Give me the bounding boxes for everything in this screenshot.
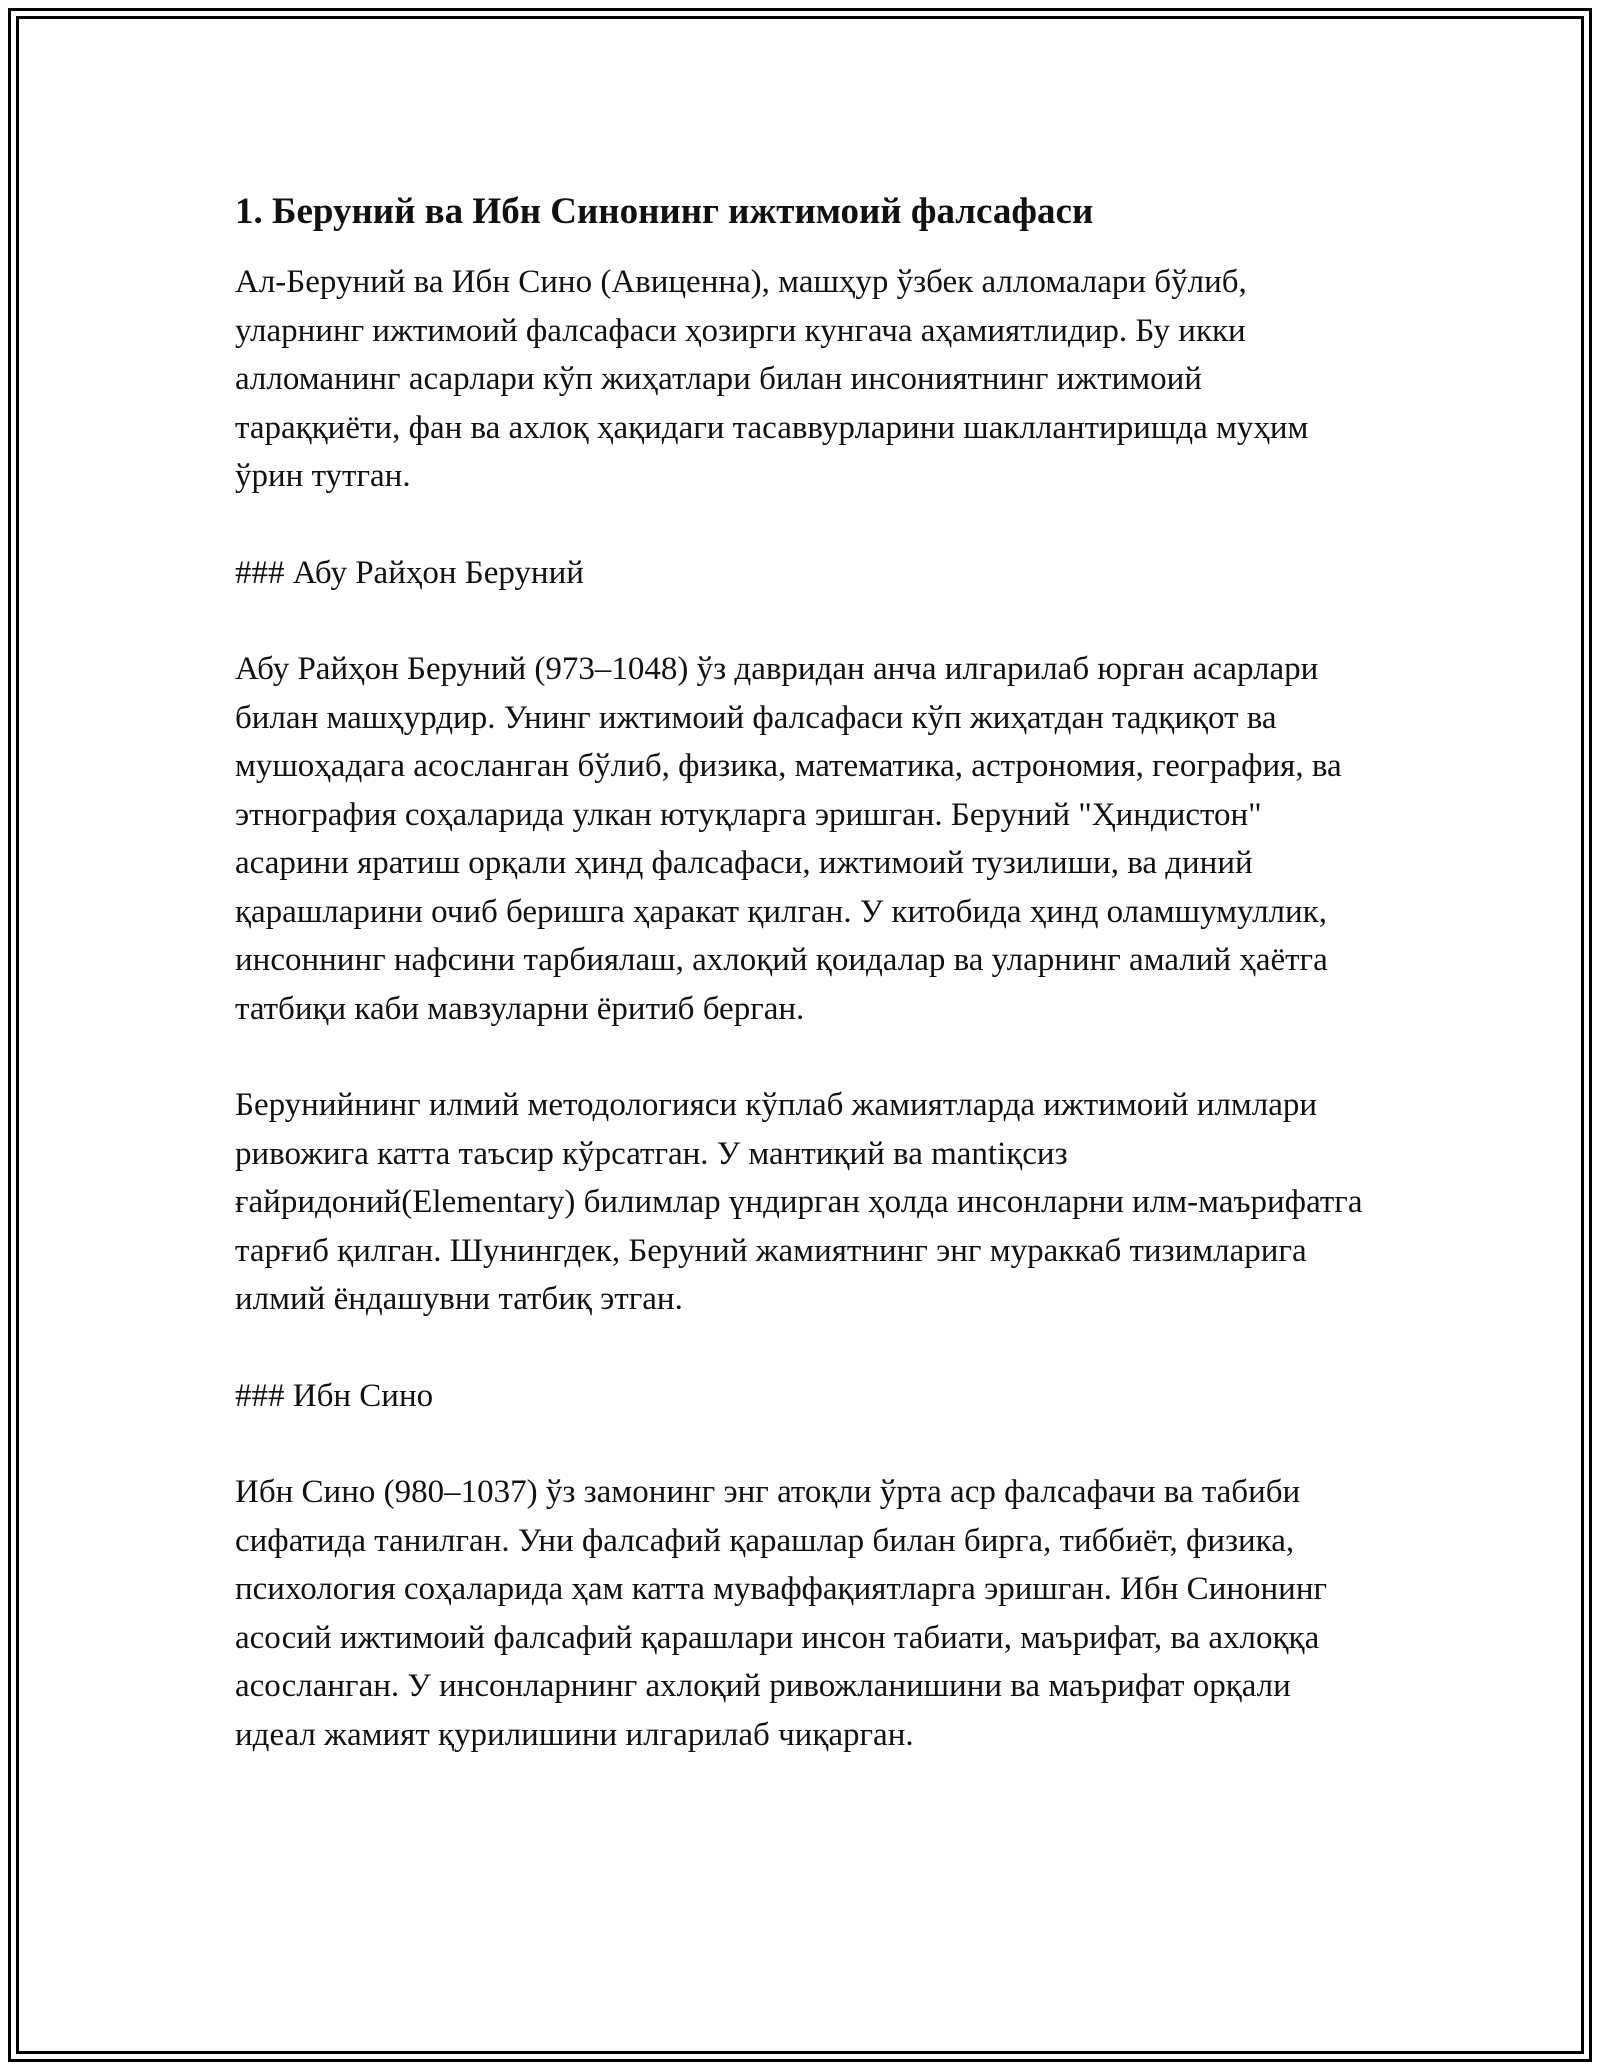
section-heading-beruni: ### Абу Райҳон Беруний <box>235 554 584 591</box>
ibnsino-paragraph-1: Ибн Сино (980–1037) ўз замонинг энг атоқли ўрта аср фалсафачи ва табиби сифатида танилган. Уни фалсафий қарашлар билан бирга, тиббиёт, физика, психология соҳаларида ҳам катта муваффақиятларга эришган. Ибн Синонинг асосий ижтимоий фалсафий қарашлари инсон табиати, маърифат, ва ахлоққа асосланган. У инсонларнинг ахлоқий ривожланишини ва маърифат орқали идеал жамият қурилишини илгарилаб чиқарган. <box>235 1474 1328 1753</box>
intro-paragraph: Ал-Беруний ва Ибн Сино (Авиценна), машҳур ўзбек алломалари бўлиб, уларнинг ижтимоий фалсафаси ҳозирги кунгача аҳамиятлидир. Бу икки алломанинг асарлари кўп жиҳатлари билан инсониятнинг ижтимоий тараққиёти, фан ва ахлоқ ҳақидаги тасаввурларини шакллантиришда муҳим ўрин тутган. <box>235 264 1309 494</box>
document-title: 1. Беруний ва Ибн Синонинг ижтимоий фалсафаси <box>235 191 1094 232</box>
beruni-paragraph-1: Абу Райҳон Беруний (973–1048) ўз давридан анча илгарилаб юрган асарлари билан машҳурдир. Унинг ижтимоий фалсафаси кўп жиҳатдан тадқиқот ва мушоҳадага асосланган бўлиб, физика, математика, астрономия, география, ва этнография соҳаларида улкан ютуқларга эришган. Беруний "Ҳиндистон" асарини яратиш орқали ҳинд фалсафаси, ижтимоий тузилиши, ва диний қарашларини очиб беришга ҳаракат қилган. У китобида ҳинд оламшумуллик, инсоннинг нафсини тарбиялаш, ахлоқий қоидалар ва уларнинг амалий ҳаётга татбиқи каби мавзуларни ёритиб берган. <box>235 651 1342 1027</box>
document-body <box>235 188 1370 1807</box>
beruni-paragraph-2: Берунийнинг илмий методологияси кўплаб жамиятларда ижтимоий илмлари ривожига катта таъсир кўрсатган. У мантиқий ва mantiқсиз ғайридоний(Elementary) билимлар үндирган ҳолда инсонларни илм-маърифатга тарғиб қилган. Шунингдек, Беруний жамиятнинг энг мураккаб тизимларига илмий ёндашувни татбиқ этган. <box>235 1087 1363 1317</box>
section-heading-ibnsino: ### Ибн Сино <box>235 1377 434 1414</box>
